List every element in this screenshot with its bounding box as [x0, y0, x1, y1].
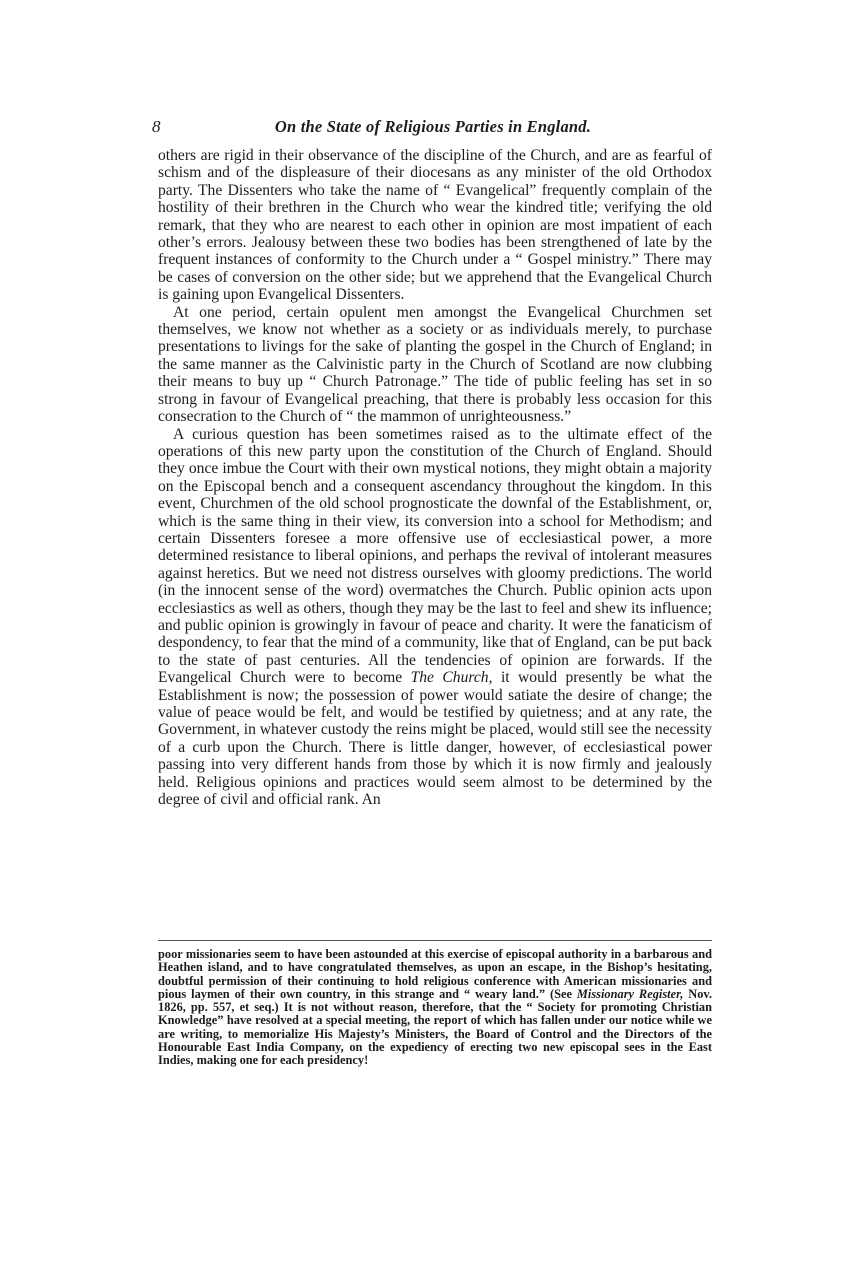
- footnote-text-b: Nov. 1826, pp. 557, et seq.) It is not without reason, therefore, that the “ Society for promoting Christian Knowledge” have resolved at a special meeting, the report of which has fallen under our notice while we are writing, to memorialize His Majesty’s Ministers, the Board of Control and the Directors of the Honourable East India Company, on the expediency of erecting two new episcopal sees in the East Indies, making one for each presidency!: [158, 986, 713, 1068]
- paragraph-1: others are rigid in their observance of the discipline of the Church, and are as fearful of schism and of the displeasure of their diocesans as any minister of the old Orthodox party. The Dissenters who take the name of “ Evangelical” frequently complain of the hostility of their brethren in the Church who wear the kindred title; verifying the old remark, that they who are nearest to each other in opinion are most impatient of each other’s errors. Jealousy between these two bodies has been strengthened of late by the frequent instances of conformity to the Church under a “ Gospel ministry.” There may be cases of conversion on the other side; but we apprehend that the Evangelical Church is gaining upon Evangelical Dissenters.: [158, 147, 712, 304]
- paragraph-2: At one period, certain opulent men amongst the Evangelical Churchmen set themselves, we know not whether as a society or as individuals merely, to purchase presentations to livings for the sake of planting the gospel in the Church of England; in the same manner as the Calvinistic party in the Church of Scotland are now clubbing their means to buy up “ Church Patronage.” The tide of public feeling has set in so strong in favour of Evangelical preaching, that there is probably less occasion for this consecration to the Church of “ the mammon of unrighteousness.”: [158, 303, 712, 426]
- footnote: [158, 948, 712, 1068]
- paragraph-3-text-b: it would presently be what the Establishment is now; the possession of power would satiate the desire of change; the value of peace would be felt, and would be testified by quietness; and at any rate, the Government, in whatever custody the reins might be placed, would still see the necessity of a curb upon the Church. There is little danger, however, of ecclesiastical power passing into very different hands from those by which it is now firmly and jealously held. Religious opinions and practices would seem almost to be determined by the degree of civil and official rank. An: [158, 669, 712, 809]
- paragraph-3: [158, 426, 712, 809]
- footnote-paragraph: [158, 948, 712, 1068]
- footnote-divider: [158, 940, 712, 941]
- page-header: [152, 117, 714, 139]
- body-text: [158, 147, 712, 808]
- page-number: 8: [152, 117, 161, 136]
- paragraph-3-emphasis: The Church,: [410, 669, 493, 687]
- footnote-citation: Missionary Register,: [576, 986, 684, 1001]
- paragraph-3-text-a: A curious question has been sometimes raised as to the ultimate effect of the operations of this new party upon the constitution of the Church of England. Should they once imbue the Court with their own mystical notions, they might obtain a majority on the Episcopal bench and a consequent ascendancy throughout the kingdom. In this event, Churchmen of the old school prognosticate the downfal of the Establishment, or, which is the same thing in their view, its conversion into a school for Methodism; and certain Dissenters foresee a more offensive use of ecclesiastical power, a more determined resistance to liberal opinions, and perhaps the revival of intolerant measures against heretics. But we need not distress ourselves with gloomy predictions. The world (in the innocent sense of the word) overmatches the Church. Public opinion acts upon ecclesiastics as well as others, though they may be the last to feel and shew its influence; and public opinion is growingly in favour of peace and charity. It were the fanaticism of despondency, to fear that the mind of a community, like that of England, can be put back to the state of past centuries. All the tendencies of opinion are forwards. If the Evangelical Church were to become: [158, 425, 712, 687]
- running-title: On the State of Religious Parties in England.: [274, 117, 592, 136]
- footnote-text-a: poor missionaries seem to have been astounded at this exercise of episcopal authority in a barbarous and Heathen island, and to have congratulated themselves, as upon an escape, in the Bishop’s hesitating, doubtful permission of their continuing to hold religious conference with American missionaries and pious laymen of their own country, in this strange and “ weary land.” (See: [158, 947, 712, 1001]
